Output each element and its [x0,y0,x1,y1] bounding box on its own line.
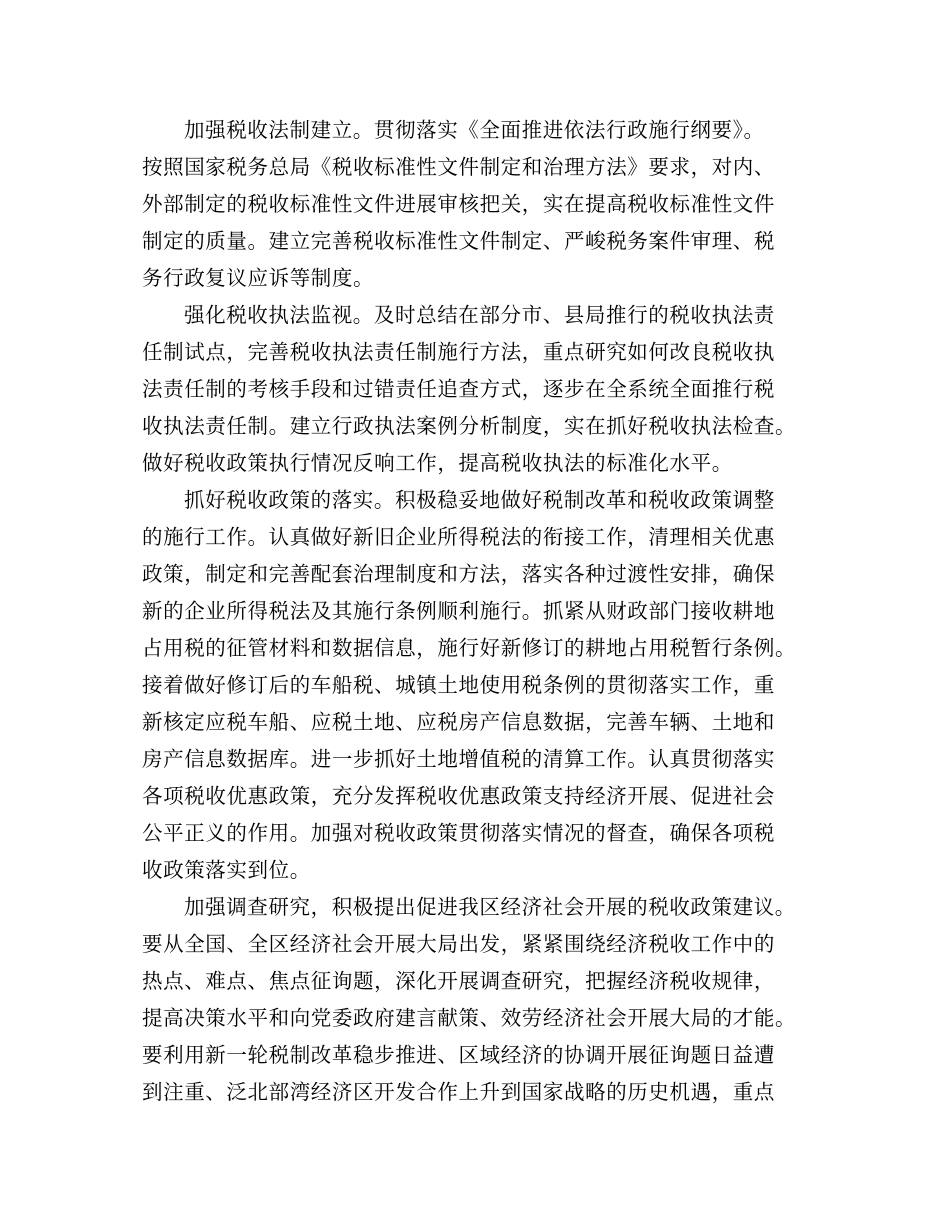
text-line: 到注重、泛北部湾经济区开发合作上升到国家战略的历史机遇，重点 [142,1080,775,1104]
text-line: 抓好税收政策的落实。积极稳妥地做好税制改革和税收政策调整 [184,488,775,512]
text-line: 按照国家税务总局《税收标准性文件制定和治理方法》要求，对内、 [142,155,775,179]
text-line: 各项税收优惠政策，充分发挥税收优惠政策支持经济开展、促进社会 [142,784,775,808]
text-line: 收政策落实到位。 [142,858,311,882]
text-line: 新核定应税车船、应税土地、应税房产信息数据，完善车辆、土地和 [142,710,775,734]
text-line: 制定的质量。建立完善税收标准性文件制定、严峻税务案件审理、税 [142,229,775,253]
text-line: 占用税的征管材料和数据信息，施行好新修订的耕地占用税暂行条例。 [142,636,797,660]
paragraph-tax-policy [142,482,812,889]
text-line: 加强调查研究，积极提出促进我区经济社会开展的税收政策建议。 [184,895,796,919]
text-line: 房产信息数据库。进一步抓好土地增值税的清算工作。认真贯彻落实 [142,747,775,771]
paragraph-tax-enforcement [142,297,812,482]
paragraph-research [142,889,812,1111]
text-line: 任制试点，完善税收执法责任制施行方法，重点研究如何改良税收执 [142,340,775,364]
text-line: 热点、难点、焦点征询题，深化开展调查研究，把握经济税收规律， [142,969,775,993]
text-line: 接着做好修订后的车船税、城镇土地使用税条例的贯彻落实工作，重 [142,673,775,697]
text-line: 提高决策水平和向党委政府建言献策、效劳经济社会开展大局的才能。 [142,1006,797,1030]
text-line: 的施行工作。认真做好新旧企业所得税法的衔接工作，清理相关优惠 [142,525,775,549]
paragraph-tax-legal-system [142,112,812,297]
text-line: 公平正义的作用。加强对税收政策贯彻落实情况的督查，确保各项税 [142,821,775,845]
text-line: 新的企业所得税法及其施行条例顺利施行。抓紧从财政部门接收耕地 [142,599,775,623]
text-line: 务行政复议应诉等制度。 [142,266,375,290]
text-line: 强化税收执法监视。及时总结在部分市、县局推行的税收执法责 [184,303,775,327]
text-line: 外部制定的税收标准性文件进展审核把关，实在提高税收标准性文件 [142,192,775,216]
text-line: 加强税收法制建立。贯彻落实《全面推进依法行政施行纲要》。 [184,118,765,142]
text-line: 收执法责任制。建立行政执法案例分析制度，实在抓好税收执法检查。 [142,414,797,438]
text-line: 要利用新一轮税制改革稳步推进、区域经济的协调开展征询题日益遭 [142,1043,775,1067]
text-line: 政策，制定和完善配套治理制度和方法，落实各种过渡性安排，确保 [142,562,775,586]
text-line: 做好税收政策执行情况反响工作，提高税收执法的标准化水平。 [142,451,733,475]
document-body [142,112,812,1111]
text-line: 要从全国、全区经济社会开展大局出发，紧紧围绕经济税收工作中的 [142,932,775,956]
text-line: 法责任制的考核手段和过错责任追查方式，逐步在全系统全面推行税 [142,377,775,401]
